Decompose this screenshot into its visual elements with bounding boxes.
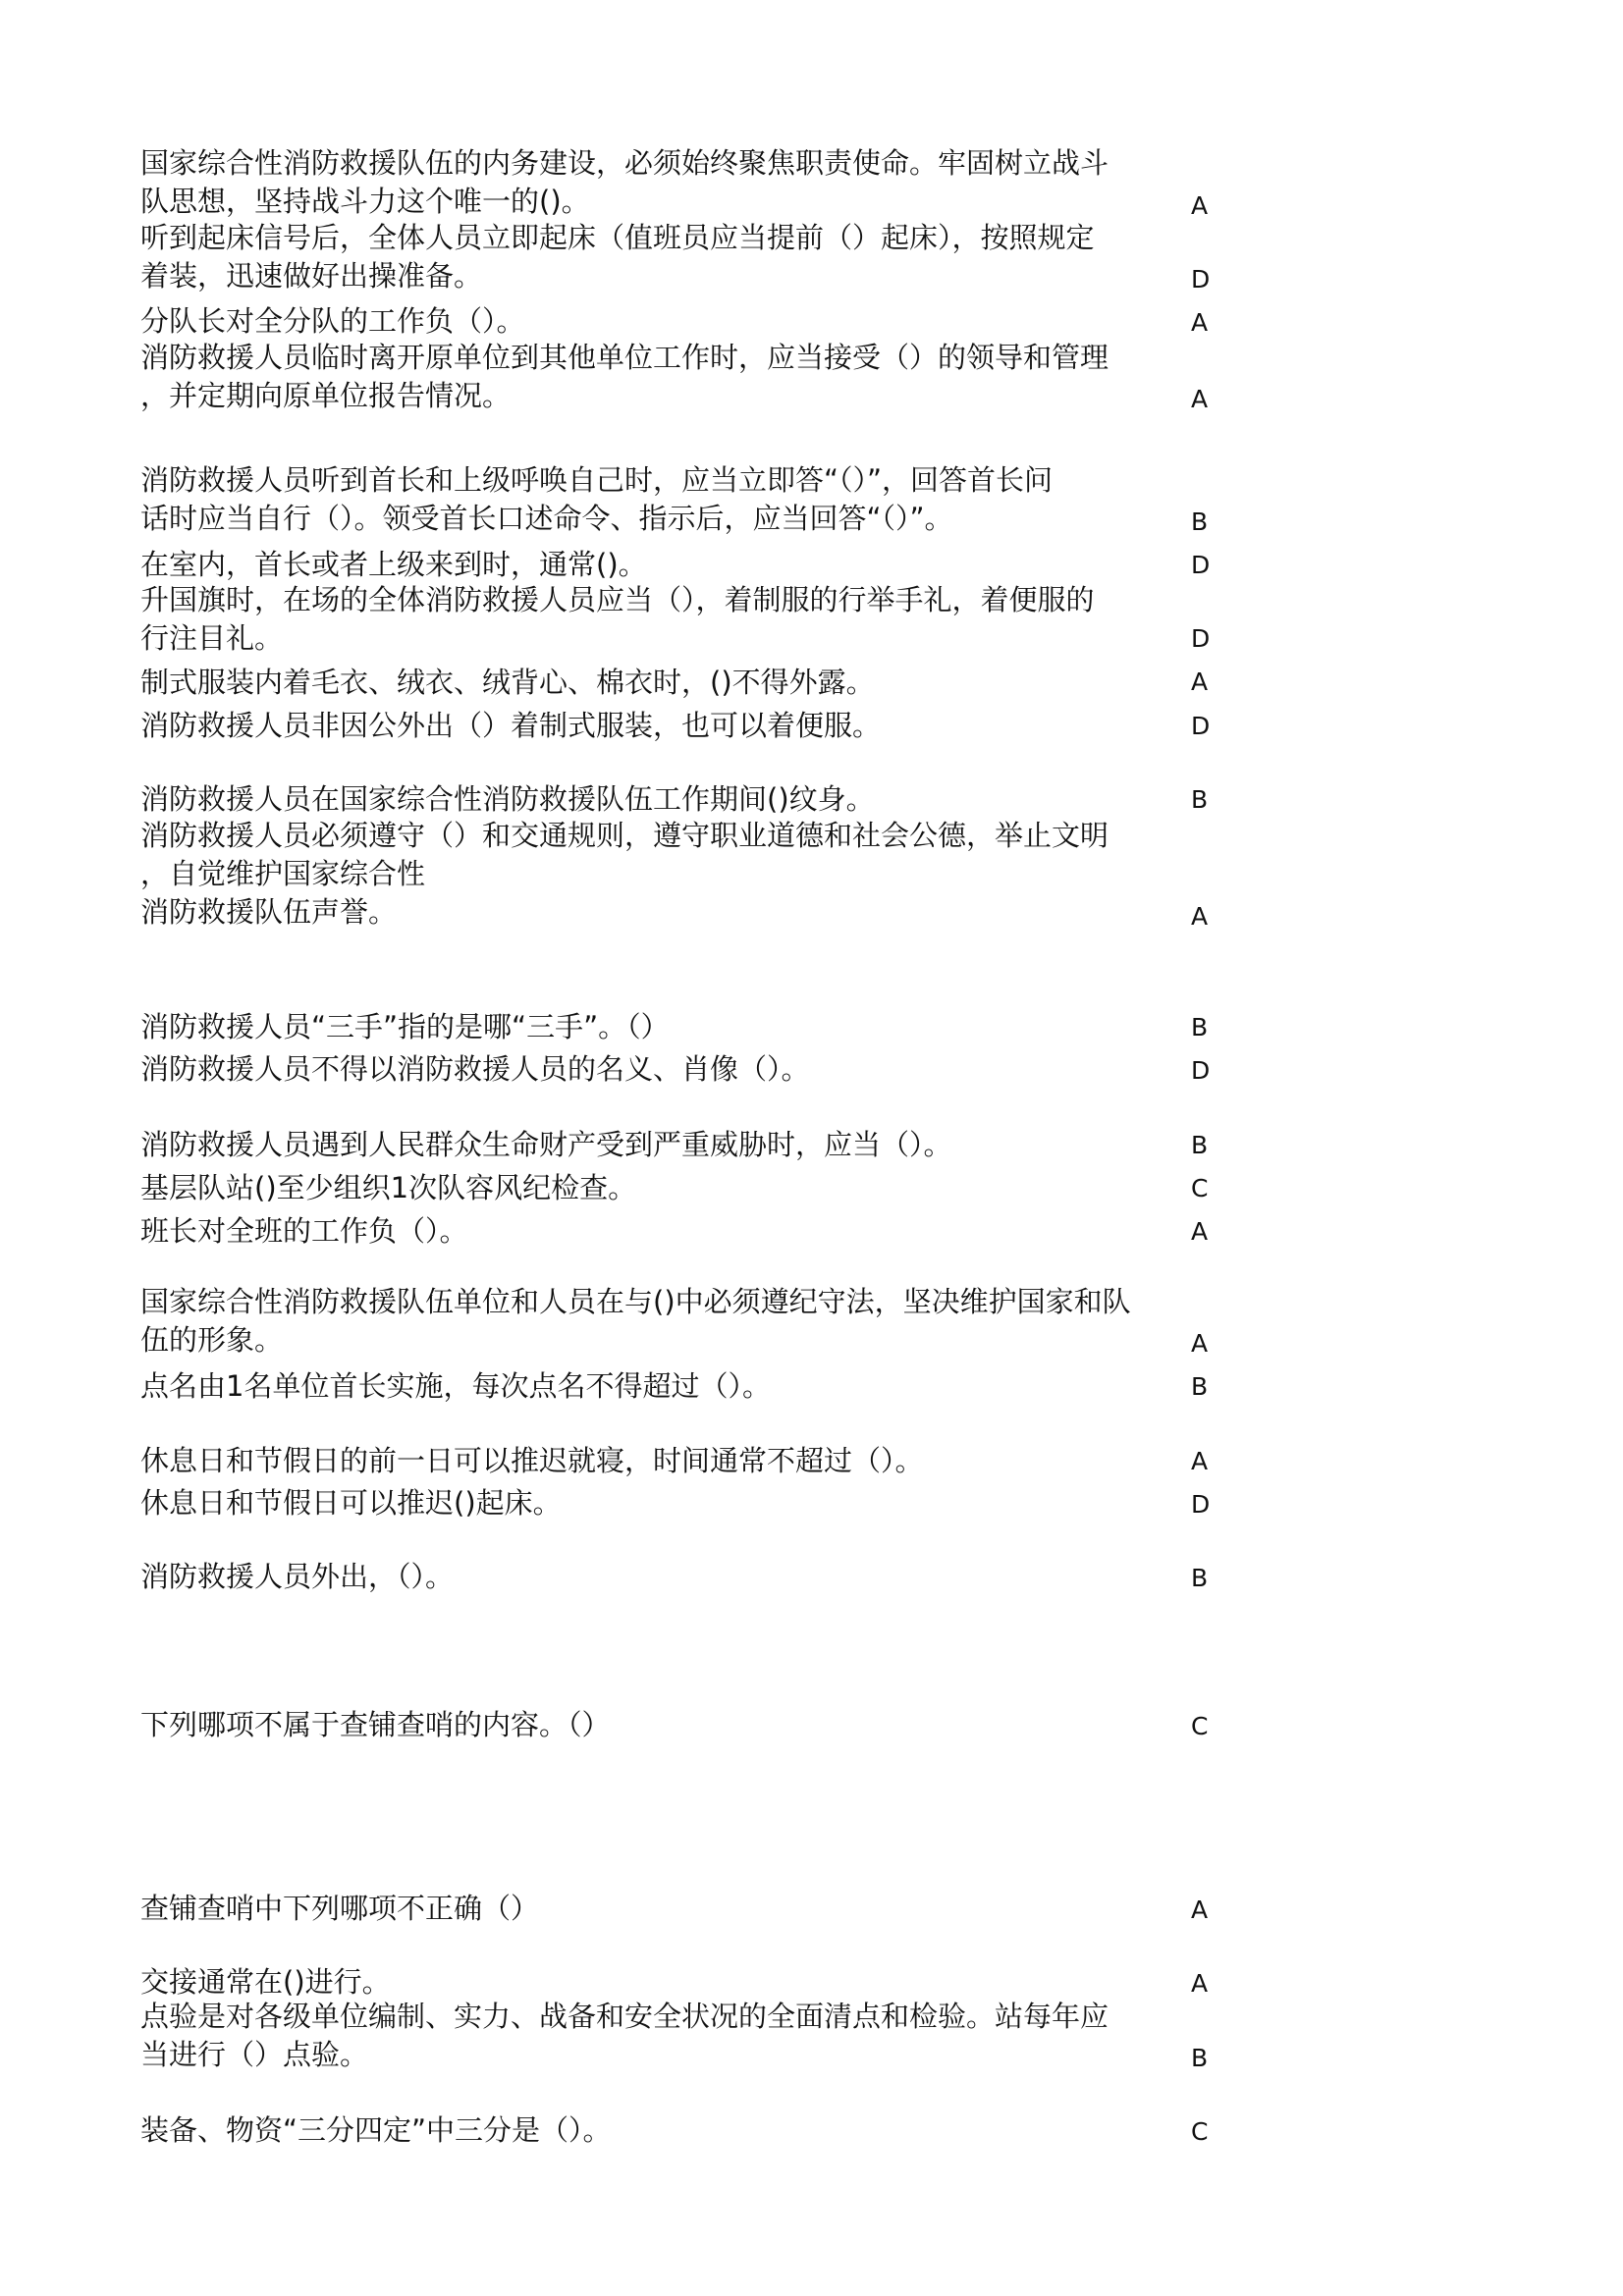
- question-text: 国家综合性消防救援队伍的内务建设，必须始终聚焦职责使命。牢固树立战斗 队思想，坚持战斗力这个唯一的()。: [140, 146, 1109, 218]
- answer-letter: B: [1191, 2044, 1209, 2072]
- answer-letter: B: [1191, 1013, 1209, 1041]
- answer-letter: D: [1191, 624, 1211, 653]
- answer-letter: A: [1191, 1447, 1209, 1475]
- question-text: 分队长对全分队的工作负（）。: [140, 304, 525, 338]
- answer-letter: A: [1191, 1329, 1209, 1358]
- answer-letter: A: [1191, 191, 1209, 220]
- answer-letter: A: [1191, 902, 1209, 931]
- question-text: 制式服装内着毛衣、绒衣、绒背心、棉衣时，()不得外露。: [140, 666, 875, 699]
- answer-letter: C: [1191, 1712, 1209, 1740]
- answer-letter: A: [1191, 667, 1209, 696]
- answer-letter: A: [1191, 1896, 1209, 1924]
- answer-letter: A: [1191, 1217, 1209, 1246]
- question-text: 点名由1名单位首长实施，每次点名不得超过（）。: [140, 1369, 771, 1403]
- question-text: 消防救援人员“三手”指的是哪“三手”。（）: [140, 1010, 670, 1043]
- question-text: 消防救援人员外出，（）。: [140, 1560, 455, 1593]
- question-text: 装备、物资“三分四定”中三分是（）。: [140, 2113, 612, 2147]
- answer-letter: B: [1191, 1564, 1209, 1592]
- answer-letter: B: [1191, 507, 1209, 536]
- answer-letter: B: [1191, 1372, 1209, 1401]
- answer-letter: D: [1191, 1490, 1211, 1519]
- question-text: 基层队站()至少组织1次队容风纪检查。: [140, 1171, 637, 1204]
- question-text: 查铺查哨中下列哪项不正确（）: [140, 1892, 540, 1925]
- answer-letter: D: [1191, 265, 1211, 294]
- answer-letter: B: [1191, 785, 1209, 814]
- question-text: 在室内，首长或者上级来到时，通常()。: [140, 548, 647, 581]
- answer-letter: D: [1191, 1056, 1211, 1085]
- question-text: 消防救援人员临时离开原单位到其他单位工作时，应当接受（）的领导和管理 ，并定期向原单位报告情况。: [140, 341, 1109, 412]
- question-text: 交接通常在()进行。: [140, 1965, 391, 1999]
- question-text: 消防救援人员遇到人民群众生命财产受到严重威胁时，应当（）。: [140, 1128, 952, 1161]
- answer-letter: C: [1191, 1174, 1209, 1202]
- answer-letter: C: [1191, 2117, 1209, 2146]
- question-text: 消防救援人员不得以消防救援人员的名义、肖像（）。: [140, 1052, 810, 1086]
- question-text: 消防救援人员听到首长和上级呼唤自己时，应当立即答“（）”，回答首长问 话时应当自行（）。领受首长口述命令、指示后，应当回答“（）”。: [140, 463, 1054, 535]
- question-text: 消防救援人员必须遵守（）和交通规则，遵守职业道德和社会公德，举止文明 ，自觉维护国家综合性 消防救援队伍声誉。: [140, 819, 1109, 929]
- answer-letter: A: [1191, 385, 1209, 413]
- question-text: 听到起床信号后，全体人员立即起床（值班员应当提前（）起床），按照规定 着装，迅速做好出操准备。: [140, 221, 1095, 293]
- answer-letter: D: [1191, 712, 1211, 740]
- question-text: 国家综合性消防救援队伍单位和人员在与()中必须遵纪守法，坚决维护国家和队 伍的形象。: [140, 1285, 1131, 1357]
- question-text: 休息日和节假日的前一日可以推迟就寝，时间通常不超过（）。: [140, 1444, 924, 1477]
- question-text: 点验是对各级单位编制、实力、战备和安全状况的全面清点和检验。站每年应 当进行（）点验。: [140, 2000, 1109, 2071]
- question-text: 下列哪项不属于查铺查哨的内容。（）: [140, 1708, 611, 1741]
- answer-letter: A: [1191, 308, 1209, 337]
- question-text: 班长对全班的工作负（）。: [140, 1214, 468, 1248]
- question-text: 消防救援人员非因公外出（）着制式服装，也可以着便服。: [140, 709, 882, 742]
- answer-letter: B: [1191, 1131, 1209, 1159]
- question-text: 消防救援人员在国家综合性消防救援队伍工作期间()纹身。: [140, 782, 875, 816]
- answer-letter: D: [1191, 551, 1211, 579]
- answer-letter: A: [1191, 1969, 1209, 1998]
- question-text: 休息日和节假日可以推迟()起床。: [140, 1486, 562, 1520]
- question-text: 升国旗时，在场的全体消防救援人员应当（），着制服的行举手礼，着便服的 行注目礼。: [140, 583, 1095, 655]
